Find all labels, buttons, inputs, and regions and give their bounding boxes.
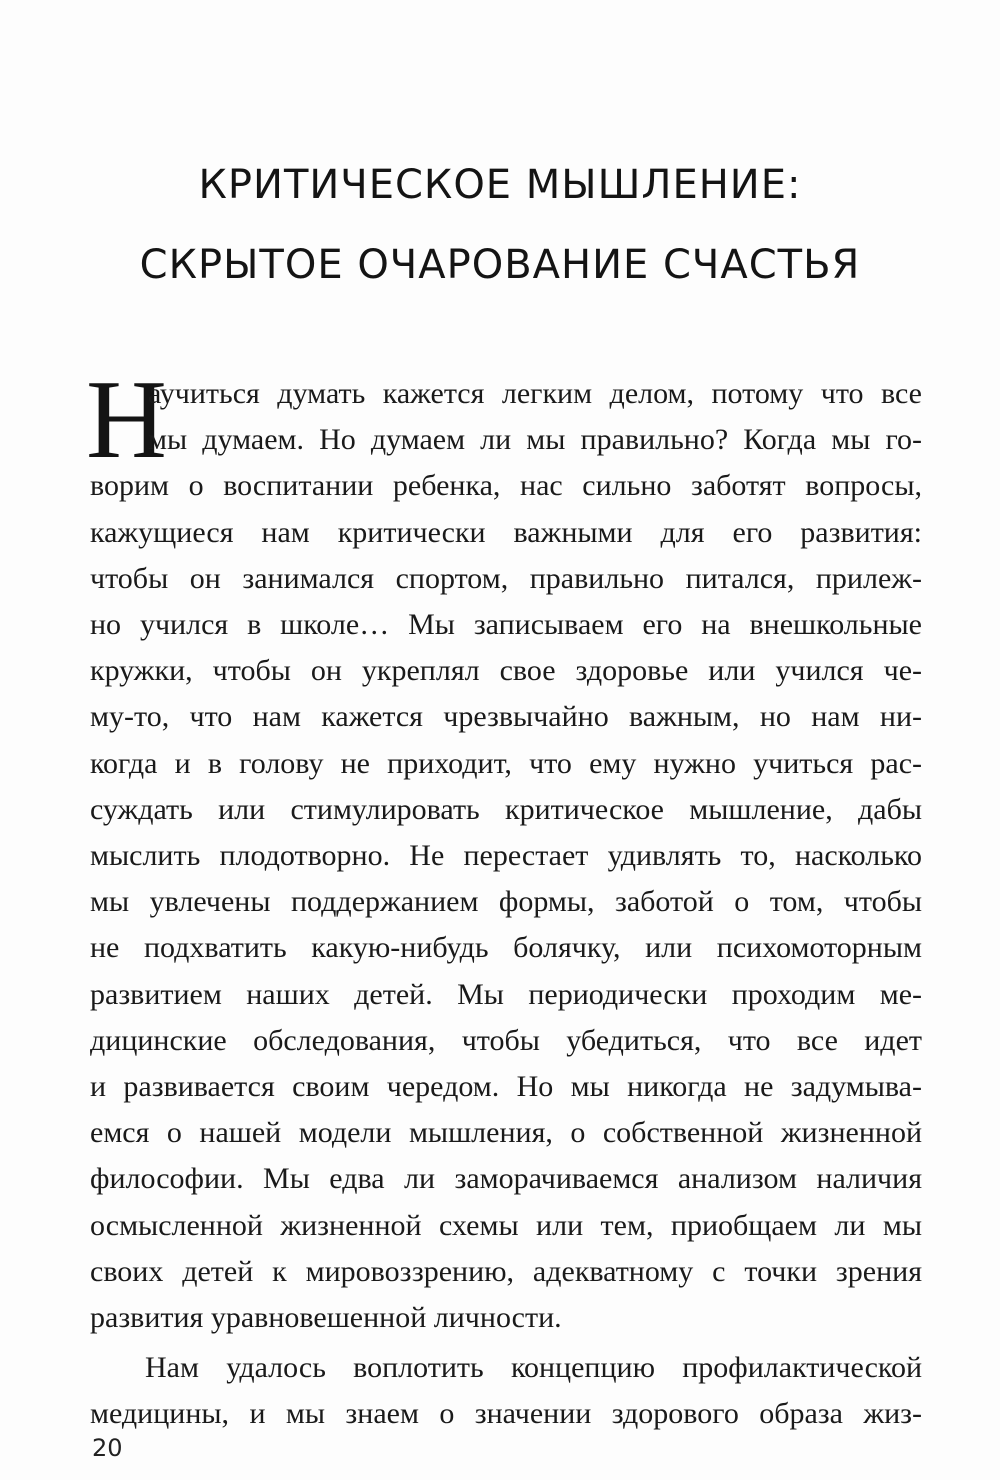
- chapter-title-line-1: КРИТИЧЕСКОЕ МЫШЛЕНИЕ:: [198, 162, 802, 208]
- chapter-title-line-2: СКРЫТОЕ ОЧАРОВАНИЕ СЧАСТЬЯ: [139, 242, 861, 288]
- text-line: емся о нашей модели мышления, о собственной жизненной: [90, 1116, 922, 1149]
- text-line: мыслить плодотворно. Не перестает удивлять то, насколько: [90, 839, 922, 872]
- text-line: философии. Мы едва ли заморачиваемся анализом наличия: [90, 1162, 922, 1195]
- text-line: и развивается своим чередом. Но мы никогда не задумыва-: [90, 1070, 922, 1103]
- text-line: чтобы он занимался спортом, правильно питался, прилеж-: [90, 562, 922, 595]
- text-line: своих детей к мировоззрению, адекватному с точки зрения: [90, 1255, 922, 1288]
- page-number: 20: [92, 1434, 123, 1462]
- text-line: кажущиеся нам критически важными для его развития:: [90, 516, 922, 549]
- text-line: не подхватить какую-нибудь болячку, или психомоторным: [90, 931, 922, 964]
- text-line: Нам удалось воплотить концепцию профилактической: [145, 1351, 922, 1384]
- text-line: развития уравновешенной личности.: [90, 1301, 562, 1334]
- text-line: кружки, чтобы он укреплял свое здоровье или учился че-: [90, 654, 922, 687]
- text-line: ворим о воспитании ребенка, нас сильно заботят вопросы,: [90, 469, 922, 502]
- text-line: развитием наших детей. Мы периодически проходим ме-: [90, 978, 922, 1011]
- drop-cap: Н: [86, 358, 167, 482]
- text-line: медицины, и мы знаем о значении здорового образа жиз-: [90, 1397, 922, 1430]
- text-line: осмысленной жизненной схемы или тем, приобщаем ли мы: [90, 1209, 922, 1242]
- text-line: му-то, что нам кажется чрезвычайно важным, но нам ни-: [90, 700, 922, 733]
- text-line: дицинские обследования, чтобы убедиться, что все идет: [90, 1024, 922, 1057]
- text-line: мы увлечены поддержанием формы, заботой о том, чтобы: [90, 885, 922, 918]
- text-line: суждать или стимулировать критическое мышление, дабы: [90, 793, 922, 826]
- text-line: когда и в голову не приходит, что ему нужно учиться рас-: [90, 747, 922, 780]
- text-line: мы думаем. Но думаем ли мы правильно? Когда мы го-: [148, 423, 922, 456]
- text-line: аучиться думать кажется легким делом, потому что все: [148, 377, 922, 410]
- text-line: но учился в школе… Мы записываем его на внешкольные: [90, 608, 922, 641]
